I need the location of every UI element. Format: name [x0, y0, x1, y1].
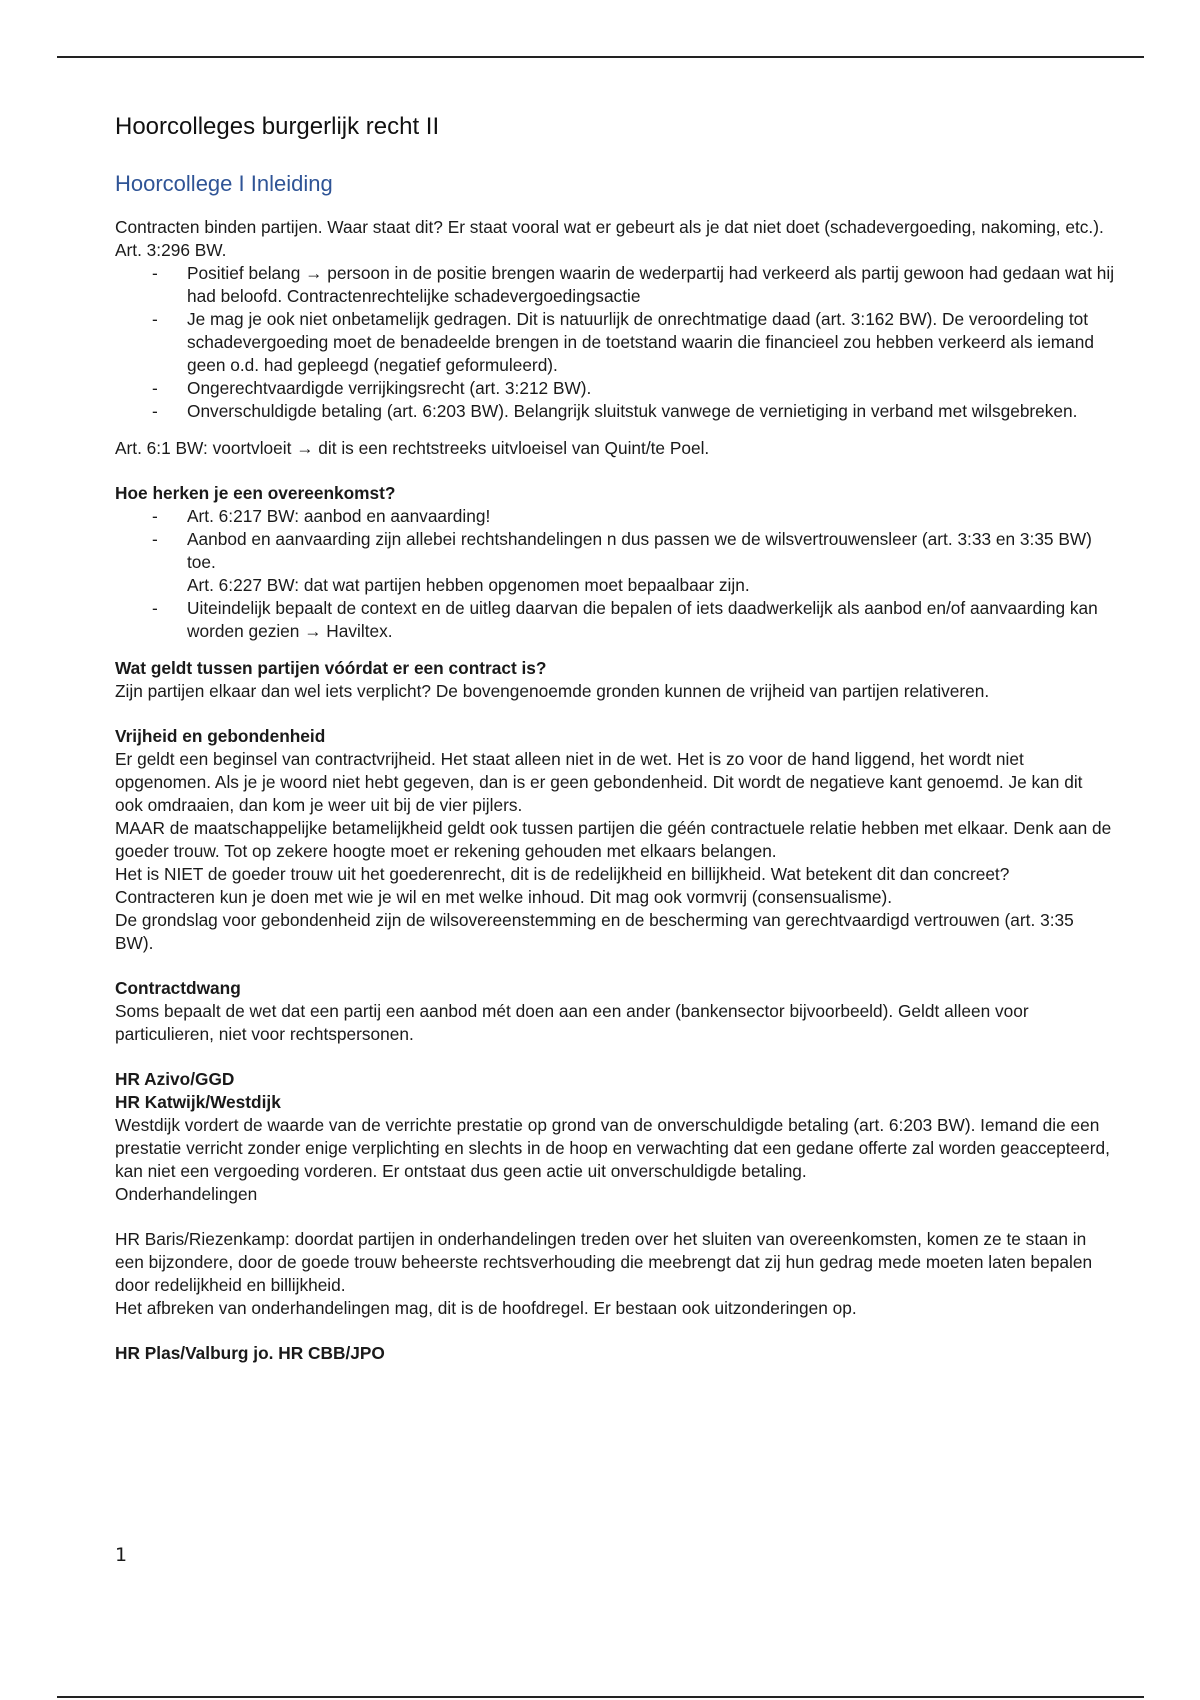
- list-item-text: Art. 6:217 BW: aanbod en aanvaarding!: [187, 506, 491, 526]
- vrijheid-line: Het is NIET de goeder trouw uit het goederenrecht, dit is de redelijkheid en billijkheid. Wat betekent dit dan concreet?: [115, 864, 1010, 884]
- list-item-text: Aanbod en aanvaarding zijn allebei rechtshandelingen n dus passen we de wilsvertrouwensleer (art. 3:33 en 3:35 BW) toe.: [187, 529, 1092, 572]
- footer-rule: [57, 1696, 1144, 1698]
- list-item-continuation: Art. 6:227 BW: dat wat partijen hebben opgenomen moet bepaalbaar zijn.: [187, 575, 750, 595]
- section-heading: Hoorcollege I Inleiding: [115, 171, 333, 196]
- herken-heading: Hoe herken je een overeenkomst?: [115, 483, 396, 503]
- spacer: [115, 1046, 1115, 1068]
- spacer: [115, 955, 1115, 977]
- list-item: [115, 377, 1115, 400]
- page-content: [115, 112, 1115, 1365]
- intro-bullet-list: [115, 262, 1115, 423]
- contractdwang-heading: Contractdwang: [115, 978, 241, 998]
- list-item: [115, 528, 1115, 597]
- spacer: [115, 643, 1115, 657]
- onderhandelingen-label: Onderhandelingen: [115, 1184, 258, 1204]
- list-item: [115, 400, 1115, 423]
- list-item: [115, 597, 1115, 643]
- list-item-text: Ongerechtvaardigde verrijkingsrecht (art. 3:212 BW).: [187, 378, 592, 398]
- list-item-text: Onverschuldigde betaling (art. 6:203 BW). Belangrijk sluitstuk vanwege de vernietiging in verband met wilsgebreken.: [187, 401, 1078, 421]
- art-6-1-paragraph: Art. 6:1 BW: voortvloeit → dit is een rechtstreeks uitvloeisel van Quint/te Poel.: [115, 438, 710, 458]
- list-item-text: Positief belang → persoon in de positie brengen waarin de wederpartij had verkeerd als partij gewoon had gedaan wat hij had beloofd. Contractenrechtelijke schadevergoedingsactie: [187, 263, 1115, 306]
- katwijk-heading: HR Katwijk/Westdijk: [115, 1092, 281, 1112]
- spacer: [115, 1320, 1115, 1342]
- vrijheid-line: MAAR de maatschappelijke betamelijkheid geldt ook tussen partijen die géén contractuele relatie hebben met elkaar. Denk aan de goeder trouw. Tot op zekere hoogte moet er rekening gehouden met elkaars belangen.: [115, 818, 1112, 861]
- baris-paragraph: HR Baris/Riezenkamp: doordat partijen in onderhandelingen treden over het sluiten van overeenkomsten, komen ze te staan in een bijzondere, door de goede trouw beheerste rechtsverhouding die meebrengt dat zij hun gedrag mede moeten laten bepalen door redelijkheid en billijkheid.: [115, 1229, 1093, 1295]
- vrijheid-line: Er geldt een beginsel van contractvrijheid. Het staat alleen niet in de wet. Het is zo voor de hand liggend, het wordt niet opgenomen. Als je je woord niet hebt gegeven, dan is er geen gebondenheid. Dit wordt de negatieve kant genoemd. Je kan dit ook omdraaien, dan kom je weer uit bij de vier pijlers.: [115, 749, 1083, 815]
- list-item: [115, 505, 1115, 528]
- voordat-heading: Wat geldt tussen partijen vóórdat er een contract is?: [115, 658, 547, 678]
- spacer: [115, 1206, 1115, 1228]
- header-rule: [57, 56, 1144, 58]
- voordat-paragraph: Zijn partijen elkaar dan wel iets verplicht? De bovengenoemde gronden kunnen de vrijheid van partijen relativeren.: [115, 681, 990, 701]
- contractdwang-paragraph: Soms bepaalt de wet dat een partij een aanbod mét doen aan een ander (bankensector bijvoorbeeld). Geldt alleen voor particulieren, niet voor rechtspersonen.: [115, 1001, 1029, 1044]
- afbreken-paragraph: Het afbreken van onderhandelingen mag, dit is de hoofdregel. Er bestaan ook uitzonderingen op.: [115, 1298, 857, 1318]
- spacer: [115, 423, 1115, 437]
- herken-bullet-list: [115, 505, 1115, 643]
- intro-paragraph: Contracten binden partijen. Waar staat dit? Er staat vooral wat er gebeurt als je dat niet doet (schadevergoeding, nakoming, etc.). Art. 3:296 BW.: [115, 217, 1104, 260]
- spacer: [115, 460, 1115, 482]
- list-item-text: Uiteindelijk bepaalt de context en de uitleg daarvan die bepalen of iets daadwerkelijk als aanbod en/of aanvaarding kan worden gezien → Haviltex.: [187, 598, 1098, 641]
- spacer: [115, 703, 1115, 725]
- page-number: 1: [115, 1544, 128, 1566]
- vrijheid-heading: Vrijheid en gebondenheid: [115, 726, 326, 746]
- document-title: Hoorcolleges burgerlijk recht II: [115, 113, 440, 140]
- list-item-text: Je mag je ook niet onbetamelijk gedragen. Dit is natuurlijk de onrechtmatige daad (art. 3:162 BW). De veroordeling tot schadevergoeding moet de benadeelde brengen in de toetstand waarin die financieel zou hebben verkeerd als iemand geen o.d. had gepleegd (negatief geformuleerd).: [187, 309, 1094, 375]
- plas-heading: HR Plas/Valburg jo. HR CBB/JPO: [115, 1343, 385, 1363]
- list-item: [115, 262, 1115, 308]
- azivo-heading: HR Azivo/GGD: [115, 1069, 235, 1089]
- list-item: [115, 308, 1115, 377]
- vrijheid-line: Contracteren kun je doen met wie je wil en met welke inhoud. Dit mag ook vormvrij (consensualisme).: [115, 887, 893, 907]
- vrijheid-line: De grondslag voor gebondenheid zijn de wilsovereenstemming en de bescherming van gerechtvaardigd vertrouwen (art. 3:35 BW).: [115, 910, 1074, 953]
- katwijk-paragraph: Westdijk vordert de waarde van de verrichte prestatie op grond van de onverschuldigde betaling (art. 6:203 BW). Iemand die een prestatie verricht zonder enige verplichting en slechts in de hoop en verwachting dat een gedane offerte zal worden geaccepteerd, kan niet een vergoeding vorderen. Er ontstaat dus geen actie uit onverschuldigde betaling.: [115, 1115, 1110, 1181]
